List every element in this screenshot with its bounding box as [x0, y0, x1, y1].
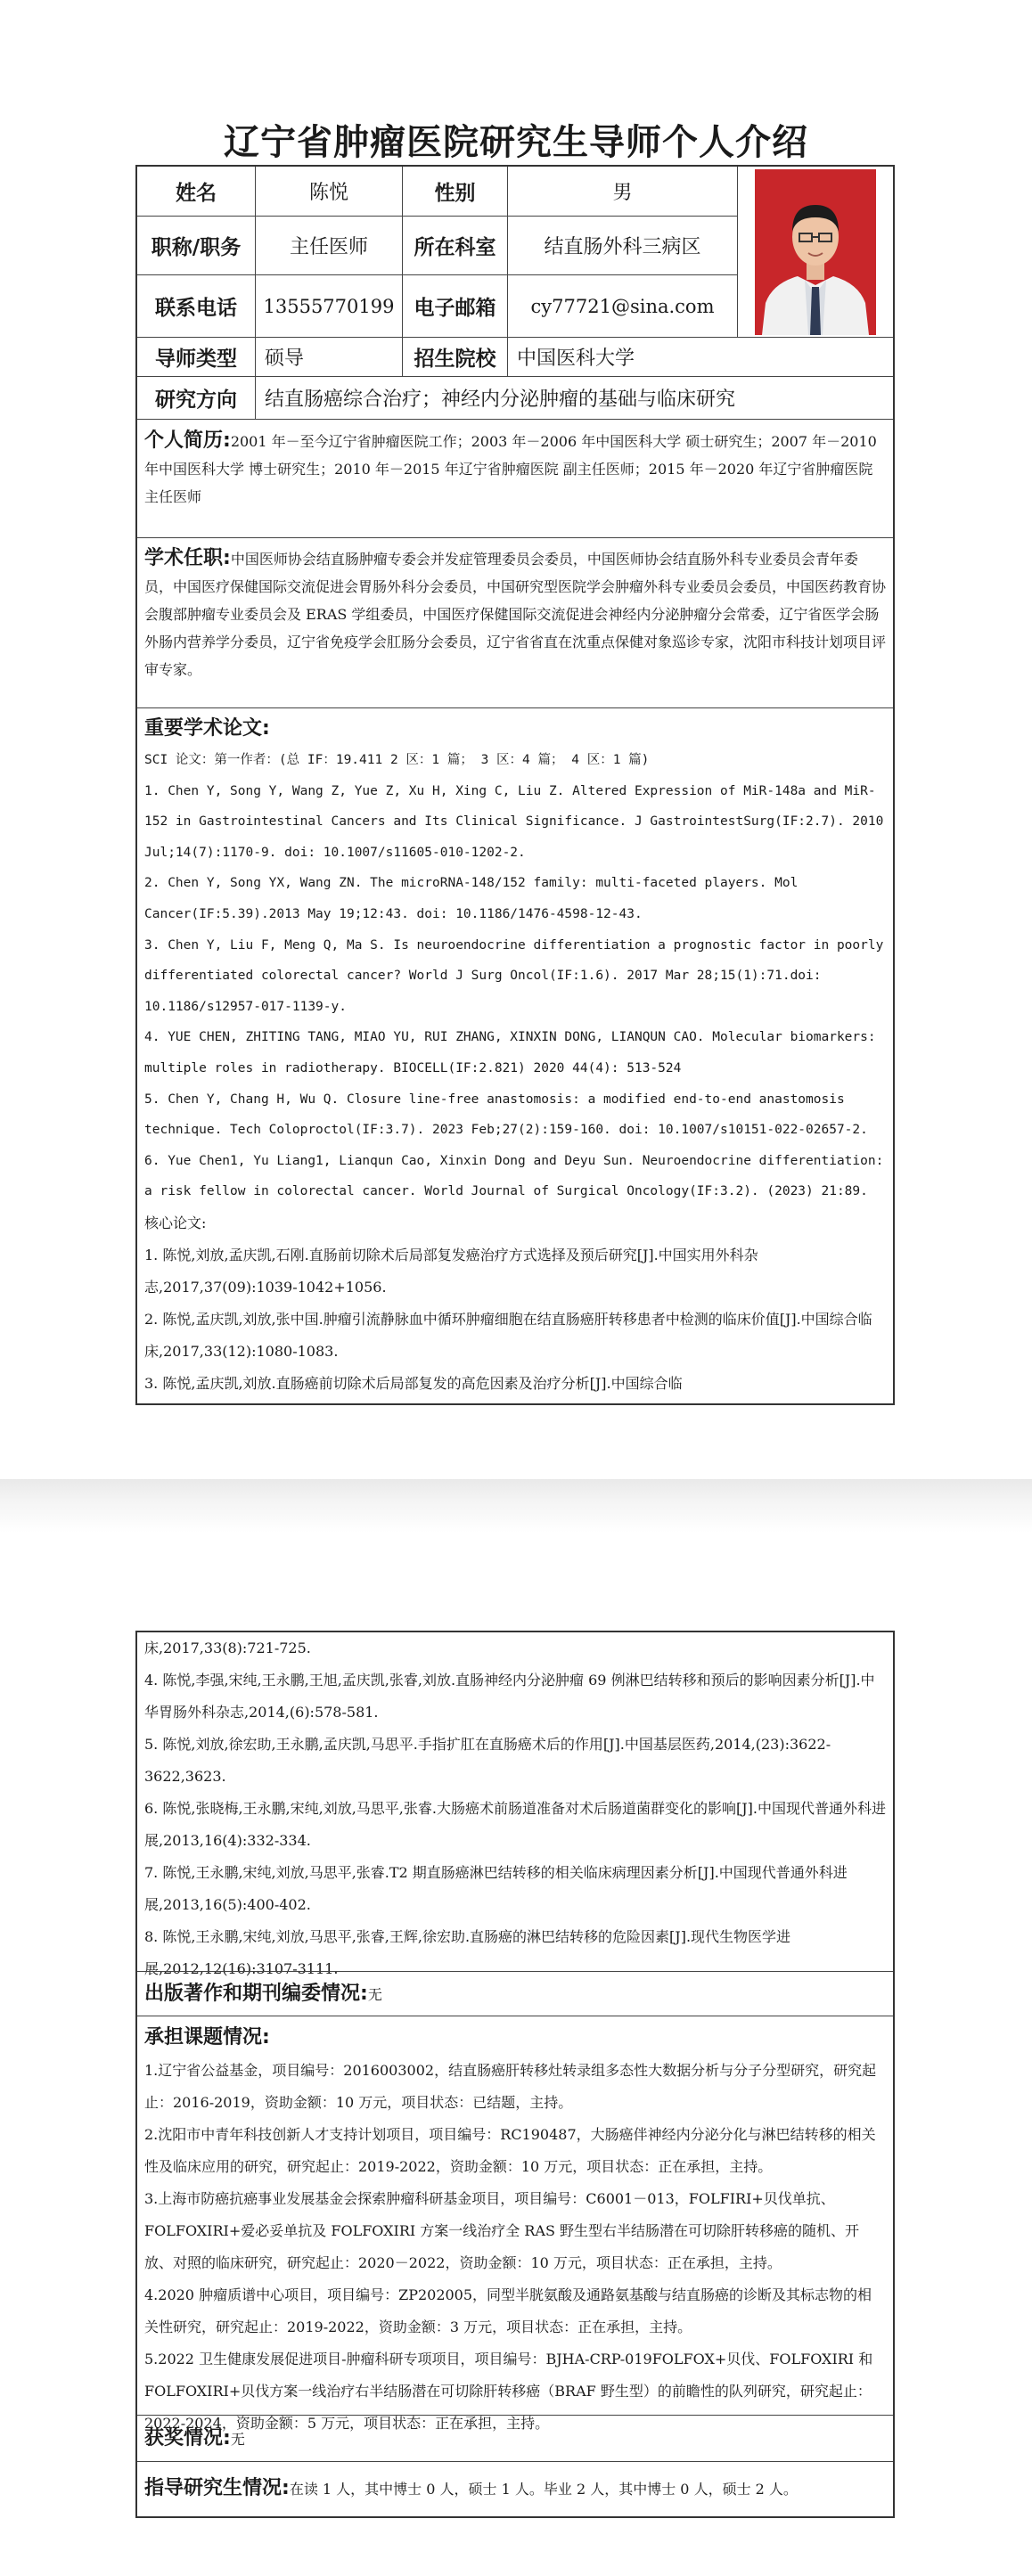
resume-section [137, 427, 893, 511]
portrait-image [755, 169, 876, 335]
core-paper-8: 8. 陈悦,王永鹏,宋纯,刘放,马思平,张睿,王辉,徐宏助.直肠癌的淋巴结转移的危险因素[J].现代生物医学进展,2012,12(16):3107-3111. [144, 1928, 791, 1977]
sci-paper-6: 6. Yue Chen1, Yu Liang1, Lianqun Cao, Xinxin Dong and Deyu Sun. Neuroendocrine differentiation: a risk fellow in colorectal cancer. World Journal of Surgical Oncology(IF:3.2). (2023) 21:89. [144, 1153, 884, 1199]
gender-value: 男 [508, 167, 738, 217]
publishing-section [137, 1976, 893, 2013]
core-paper-7: 7. 陈悦,王永鹏,宋纯,刘放,马思平,张睿.T2 期直肠癌淋巴结转移的相关临床病理因素分析[J].中国现代普通外科进展,2013,16(5):400-402. [144, 1864, 848, 1913]
resume-label: 个人简历: [144, 429, 231, 452]
sci-paper-3: 3. Chen Y, Liu F, Meng Q, Ma S. Is neuroendocrine differentiation a prognostic factor in poorly differentiated colorectal cancer? World J Surg Oncol(IF:1.6). 2017 Mar 28;15(1):71.doi: 10.1186/s12957-017-1139-y. [144, 937, 884, 1014]
page-separator [0, 1479, 1032, 1533]
positions-label: 学术任职: [144, 547, 231, 569]
core-paper-2: 2. 陈悦,孟庆凯,刘放,张中国.肿瘤引流静脉血中循环肿瘤细胞在结直肠癌肝转移患者中检测的临床价值[J].中国综合临床,2017,33(12):1080-1083. [144, 1310, 872, 1360]
publishing-label: 出版著作和期刊编委情况: [144, 1983, 368, 2005]
project-4: 4.2020 肿瘤质谱中心项目，项目编号：ZP202005，同型半胱氨酸及通路氨基酸与结直肠癌的诊断及其标志物的相关性研究，研究起止：2019-2022，资助金额：3 万元，项目状态：正在承担，主持。 [144, 2286, 872, 2335]
students-value: 在读 1 人，其中博士 0 人，硕士 1 人。毕业 2 人，其中博士 0 人，硕士 2 人。 [289, 2481, 798, 2498]
type-label: 导师类型 [137, 338, 256, 377]
resume-text: 2001 年－至今辽宁省肿瘤医院工作；2003 年－2006 年中国医科大学 硕士研究生；2007 年－2010 年中国医科大学 博士研究生；2010 年－2015 年辽宁省肿瘤医院 副主任医师；2015 年－2020 年辽宁省肿瘤医院主任医师 [144, 433, 877, 505]
research-label: 研究方向 [137, 377, 256, 420]
profile-table [135, 165, 895, 1405]
email-value: cy77721@sina.com [508, 275, 738, 338]
core-paper-3-part2: 床,2017,33(8):721-725. [144, 1640, 311, 1656]
dept-value: 结直肠外科三病区 [508, 217, 738, 275]
students-section [137, 2465, 893, 2514]
core-papers-continued [137, 1632, 893, 1985]
awards-section [137, 2418, 893, 2460]
sci-list [144, 776, 886, 1207]
positions-text: 中国医师协会结直肠肿瘤专委会并发症管理委员会委员，中国医师协会结直肠外科专业委员会青年委员，中国医疗保健国际交流促进会胃肠外科分会委员，中国研究型医院学会肿瘤外科专业委员会委员，中国医药教育协会腹部肿瘤专业委员会及 ERAS 学组委员，中国医疗保健国际交流促进会神经内分泌肿瘤分会常委，辽宁省医学会肠外肠内营养学分委员，辽宁省免疫学会肛肠分会委员，辽宁省省直在沈重点保健对象巡诊专家，沈阳市科技计划项目评审专家。 [144, 551, 887, 678]
papers-label: 重要学术论文: [144, 717, 270, 740]
projects-label: 承担课题情况: [144, 2026, 270, 2049]
title-label: 职称/职务 [137, 217, 256, 275]
gender-label: 性别 [403, 167, 508, 217]
papers-section [137, 713, 893, 1400]
project-3: 3.上海市防癌抗癌事业发展基金会探索肿瘤科研基金项目，项目编号：C6001－013，FOLFIRI+贝伐单抗、FOLFOXIRI+爱必妥单抗及 FOLFOXIRI 方案一线治疗全 RAS 野生型右半结肠潜在可切除肝转移癌的随机、开放、对照的临床研究，研究起止：2020－2022，资助金额：10 万元，项目状态：正在承担，主持。 [144, 2190, 860, 2271]
students-label: 指导研究生情况: [144, 2477, 290, 2499]
page-title: 辽宁省肿瘤医院研究生导师个人介绍 [224, 122, 808, 163]
school-value: 中国医科大学 [508, 338, 893, 377]
project-5: 5.2022 卫生健康发展促进项目-肿瘤科研专项项目，项目编号：BJHA-CRP-019FOLFOX+贝伐、FOLFOXIRI 和 FOLFOXIRI+贝伐方案一线治疗右半结肠潜在可切除肝转移癌（BRAF 野生型）的前瞻性的队列研究，研究起止：2022-2024，资助金额：5 万元，项目状态：正在承担，主持。 [144, 2351, 873, 2432]
profile-table-continued [135, 1631, 895, 2518]
project-1: 1.辽宁省公益基金，项目编号：2016003002，结直肠癌肝转移灶转录组多态性大数据分析与分子分型研究，研究起止：2016-2019，资助金额：10 万元，项目状态：已结题，主持。 [144, 2062, 877, 2111]
phone-value: 13555770199 [256, 275, 403, 338]
dept-label: 所在科室 [403, 217, 508, 275]
sci-paper-1: 1. Chen Y, Song Y, Wang Z, Yue Z, Xu H, Xing C, Liu Z. Altered Expression of MiR-148a and MiR-152 in Gastrointestinal Cancers and Its Clinical Significance. J GastrointestSurg(IF:2.7). 2010 Jul;14(7):1170-9. doi: 10.1007/s11605-010-1202-2. [144, 783, 884, 860]
name-label: 姓名 [137, 167, 256, 217]
email-label: 电子邮箱 [403, 275, 508, 338]
core-paper-3-part1: 3. 陈悦,孟庆凯,刘放.直肠癌前切除术后局部复发的高危因素及治疗分析[J].中国综合临 [144, 1374, 683, 1392]
core-label: 核心论文: [144, 1214, 207, 1231]
publishing-value: 无 [367, 1986, 382, 2003]
portrait-photo [738, 167, 893, 338]
research-value: 结直肠癌综合治疗；神经内分泌肿瘤的基础与临床研究 [256, 377, 893, 420]
core-paper-4: 4. 陈悦,李强,宋纯,王永鹏,王旭,孟庆凯,张睿,刘放.直肠神经内分泌肿瘤 69 例淋巴结转移和预后的影响因素分析[J].中华胃肠外科杂志,2014,(6):578-581. [144, 1672, 875, 1721]
awards-label: 获奖情况: [144, 2427, 231, 2449]
core-paper-5: 5. 陈悦,刘放,徐宏助,王永鹏,孟庆凯,马思平.手指扩肛在直肠癌术后的作用[J].中国基层医药,2014,(23):3622-3622,3623. [144, 1736, 831, 1785]
sci-summary: SCI 论文：第一作者：(总 IF：19.411 2 区：1 篇； 3 区：4 篇； 4 区：1 篇) [144, 753, 650, 767]
school-label: 招生院校 [403, 338, 508, 377]
phone-label: 联系电话 [137, 275, 256, 338]
sci-paper-2: 2. Chen Y, Song YX, Wang ZN. The microRNA-148/152 family: multi-faceted players. Mol Cancer(IF:5.39).2013 May 19;12:43. doi: 10.1186/1476-4598-12-43. [144, 876, 799, 921]
type-value: 硕导 [256, 338, 403, 377]
awards-value: 无 [230, 2431, 245, 2448]
core-paper-1: 1. 陈悦,刘放,孟庆凯,石刚.直肠前切除术后局部复发癌治疗方式选择及预后研究[J].中国实用外科杂志,2017,37(09):1039-1042+1056. [144, 1246, 758, 1296]
name-value: 陈悦 [256, 167, 403, 217]
title-value: 主任医师 [256, 217, 403, 275]
sci-paper-5: 5. Chen Y, Chang H, Wu Q. Closure line-free anastomosis: a modified end-to-end anastomosis technique. Tech Coloproctol(IF:3.7). 2023 Feb;27(2):159-160. doi: 10.1007/s10151-022-02657-2. [144, 1092, 868, 1138]
projects-section [137, 2021, 893, 2440]
sci-paper-4: 4. YUE CHEN, ZHITING TANG, MIAO YU, RUI ZHANG, XINXIN DONG, LIANQUN CAO. Molecular biomarkers: multiple roles in radiotherapy. BIOCELL(IF:2.821) 2020 44(4): 513-524 [144, 1030, 876, 1075]
positions-section [137, 544, 893, 683]
project-2: 2.沈阳市中青年科技创新人才支持计划项目，项目编号：RC190487，大肠癌伴神经内分泌分化与淋巴结转移的相关性及临床应用的研究，研究起止：2019-2022，资助金额：10 万元，项目状态：正在承担，主持。 [144, 2126, 876, 2175]
core-paper-6: 6. 陈悦,张晓梅,王永鹏,宋纯,刘放,马思平,张睿.大肠癌术前肠道准备对术后肠道菌群变化的影响[J].中国现代普通外科进展,2013,16(4):332-334. [144, 1800, 886, 1849]
